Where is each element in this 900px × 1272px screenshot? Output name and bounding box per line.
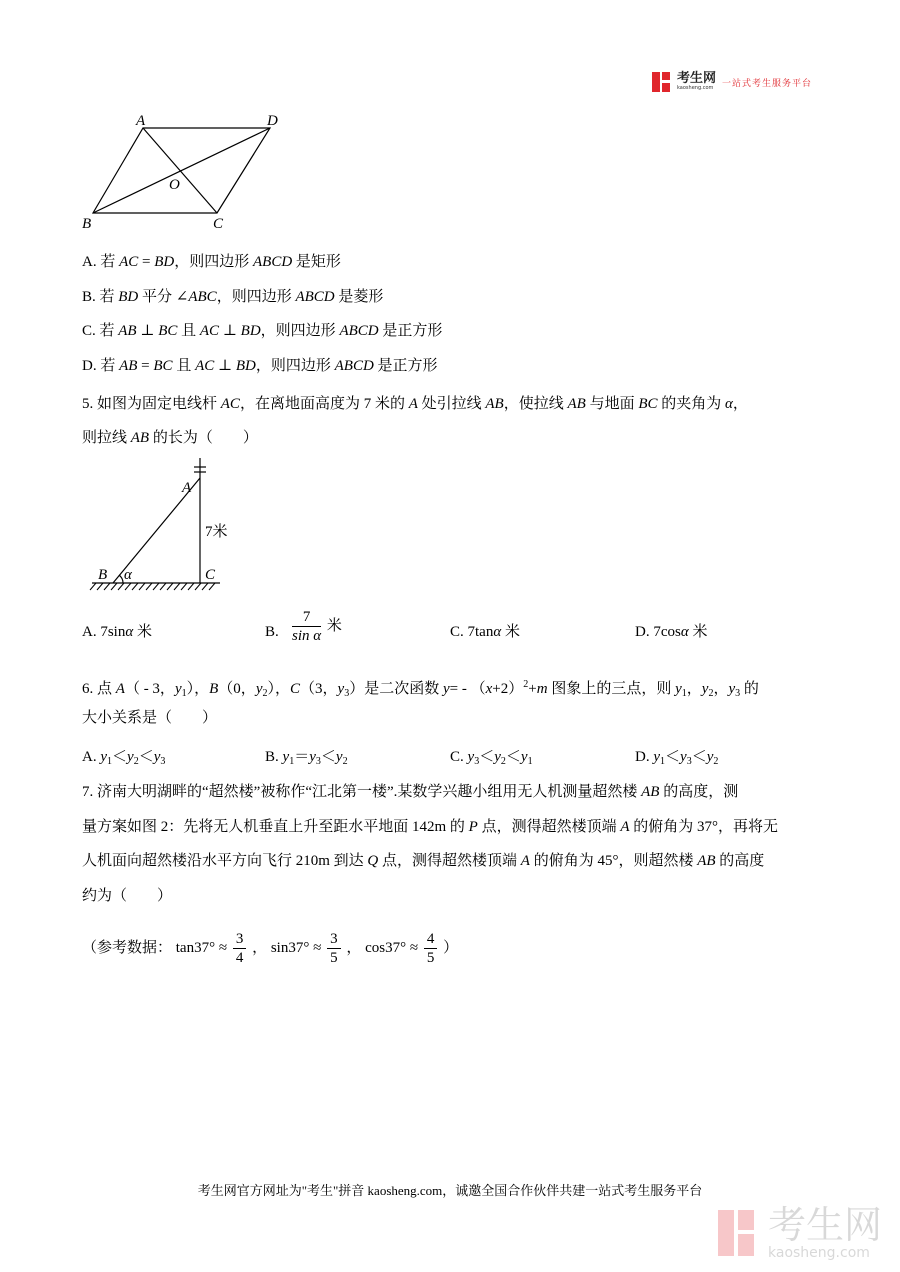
text-segment: 点，测得超然楼顶端 <box>477 819 621 835</box>
label-a: A <box>136 113 146 129</box>
ground-hatch <box>118 583 124 590</box>
text-segment: 人机面向超然楼沿水平方向飞行 210m 到达 <box>82 853 368 869</box>
text-segment: y <box>706 749 714 765</box>
text-segment: 米 <box>688 624 708 640</box>
text-segment: AB <box>697 853 716 869</box>
ref-sin-num: 3 <box>327 930 341 949</box>
ground-hatch <box>139 583 145 590</box>
text-segment: D. 7cos <box>635 624 681 640</box>
text-segment: BD <box>240 323 261 339</box>
option-b <box>265 747 348 772</box>
text-segment: ⊥ <box>219 323 241 339</box>
text-segment: 2 <box>262 688 268 699</box>
text-segment: 3 <box>735 688 741 699</box>
text-segment: AB <box>130 430 150 446</box>
text-segment: y <box>680 749 687 765</box>
question-7-line <box>82 817 778 837</box>
text-segment: 量方案如图 2：先将无人机垂直上升至距水平地面 142m 的 <box>82 819 469 835</box>
ground-hatch <box>181 583 187 590</box>
label-c: C <box>213 216 224 232</box>
text-segment: 2 <box>342 756 348 767</box>
ground-hatch <box>167 583 173 590</box>
text-segment: 的俯角为 37°，再将无 <box>629 819 779 835</box>
header-slogan: 一站式考生服务平台 <box>722 78 813 89</box>
text-segment: y <box>442 681 450 697</box>
label-d: D <box>267 113 278 129</box>
text-segment: 平分 ∠ <box>138 289 189 305</box>
text-segment: ＜ <box>505 749 521 765</box>
text-segment: 2 <box>133 756 139 767</box>
text-segment: 是正方形 <box>373 358 438 374</box>
option-b-unit: 米 <box>326 617 342 634</box>
text-segment: y <box>127 749 134 765</box>
text-segment: y <box>675 681 682 697</box>
ref-tan-den: 4 <box>235 950 244 967</box>
text-segment: C <box>290 681 301 697</box>
text-segment: 3 <box>474 756 480 767</box>
watermark <box>718 1205 882 1261</box>
ref-sin: ， sin37° ≈ <box>252 940 322 956</box>
text-segment: （3， <box>300 681 338 697</box>
text-segment: AB <box>119 358 138 374</box>
text-segment: 1 <box>660 756 666 767</box>
text-segment: ABCD <box>339 323 379 339</box>
text-segment: BD <box>235 358 256 374</box>
text-segment: ABCD <box>334 358 374 374</box>
text-segment: 米 <box>133 624 152 640</box>
text-segment: ，则四边形 <box>174 254 253 270</box>
text-segment: C. 若 <box>82 323 119 339</box>
ground-hatch <box>104 583 110 590</box>
ground-hatch <box>125 583 131 590</box>
text-segment: AB <box>118 323 137 339</box>
text-segment: 的俯角为 45°，则超然楼 <box>529 853 698 869</box>
text-segment: 2 <box>500 756 506 767</box>
ref-prefix: （参考数据： <box>82 940 173 956</box>
text-segment: D. 若 <box>82 358 120 374</box>
text-segment: 3 <box>686 756 692 767</box>
text-segment: ＜ <box>691 749 707 765</box>
text-segment: 3 <box>315 756 321 767</box>
text-segment: α <box>125 624 134 640</box>
ground-hatch <box>209 583 215 590</box>
kaosheng-logo-icon <box>652 72 674 92</box>
text-segment: 3 <box>160 756 166 767</box>
option-d <box>635 747 718 772</box>
text-segment: y <box>337 681 345 697</box>
ground-hatch <box>153 583 159 590</box>
text-segment: 2 <box>713 756 719 767</box>
text-segment: （ - 3， <box>124 681 175 697</box>
option-b-fraction <box>290 608 342 645</box>
text-segment: AB <box>485 396 504 412</box>
text-segment: A <box>408 396 418 412</box>
text-segment: 2 <box>708 688 714 699</box>
text-segment: 1 <box>181 688 187 699</box>
text-segment: B. <box>265 749 283 765</box>
text-segment: 大小关系是（ ） <box>82 710 218 726</box>
text-segment: 且 <box>172 358 196 374</box>
text-segment: 1 <box>681 688 687 699</box>
text-segment: 3 <box>344 688 350 699</box>
text-segment: 图象上的三点，则 <box>547 681 676 697</box>
text-segment: BC <box>153 358 173 374</box>
text-segment: C. <box>450 749 468 765</box>
header-logo <box>652 72 812 92</box>
text-segment: 的长为（ ） <box>149 430 258 446</box>
text-segment: 约为（ ） <box>82 888 173 904</box>
label-b: B <box>98 567 108 583</box>
option-c <box>450 747 533 772</box>
text-segment: x <box>485 681 493 697</box>
question-7-line <box>82 886 172 906</box>
text-segment: 的高度，测 <box>659 784 739 800</box>
text-segment: AB <box>567 396 586 412</box>
label-height: 7米 <box>205 524 228 540</box>
text-segment: B. <box>265 624 279 640</box>
text-segment: α <box>725 396 733 412</box>
text-segment: ）， <box>186 681 210 697</box>
question-7-line <box>82 851 764 871</box>
text-segment: A <box>520 853 530 869</box>
watermark-name: 考生网 <box>768 1203 883 1247</box>
text-segment: 1 <box>107 756 113 767</box>
text-segment: 与地面 <box>585 396 639 412</box>
text-segment: ，在离地面高度为 7 米的 <box>239 396 409 412</box>
ground-hatch <box>97 583 103 590</box>
text-segment: A <box>115 681 125 697</box>
text-segment: 则拉线 <box>82 430 131 446</box>
text-segment: 且 <box>177 323 200 339</box>
text-segment: ，则四边形 <box>255 358 335 374</box>
ground-hatch <box>188 583 194 590</box>
text-segment: y <box>728 681 736 697</box>
text-segment: 点，测得超然楼顶端 <box>378 853 521 869</box>
text-segment: 是矩形 <box>292 254 341 270</box>
watermark-domain: kaosheng.com <box>768 1245 870 1261</box>
text-segment: ⊥ <box>136 323 159 339</box>
text-segment: = <box>138 254 155 270</box>
ref-suffix: ） <box>443 940 459 956</box>
text-segment: 1 <box>289 756 295 767</box>
text-segment: 是菱形 <box>334 289 384 305</box>
text-segment: 7. 济南大明湖畔的“超然楼”被称作“江北第一楼”.某数学兴趣小组用无人机测量超然楼 <box>82 784 642 800</box>
text-segment: BC <box>158 323 178 339</box>
ground-hatch <box>202 583 208 590</box>
ref-cos-num: 4 <box>424 930 438 949</box>
text-segment: ＜ <box>112 749 128 765</box>
text-segment: AC <box>220 396 240 412</box>
footer-text: 考生网官方网址为"考生"拼音 kaosheng.com，诚邀全国合作伙伴共建一站式考生服务平台 <box>197 1183 703 1198</box>
text-segment: +2） <box>492 681 524 697</box>
ground-hatch <box>90 583 96 590</box>
text-segment: 处引拉线 <box>417 396 486 412</box>
text-segment: ，使拉线 <box>503 396 568 412</box>
question-7-line <box>82 782 738 802</box>
ref-cos: ， cos37° ≈ <box>346 940 419 956</box>
text-segment: Q <box>367 853 379 869</box>
text-segment: ＝ <box>294 749 310 765</box>
text-segment: ）， <box>267 681 290 697</box>
text-segment: 的高度 <box>715 853 765 869</box>
option-a <box>82 747 165 772</box>
text-segment: y <box>309 749 316 765</box>
ground-hatch <box>160 583 166 590</box>
label-c: C <box>205 567 216 583</box>
text-segment: ABC <box>188 289 217 305</box>
text-segment: ＜ <box>138 749 154 765</box>
text-segment: 5. 如图为固定电线杆 <box>82 396 221 412</box>
text-segment: 米 <box>501 624 520 640</box>
text-segment: 的 <box>740 681 759 697</box>
text-segment: y <box>701 681 709 697</box>
text-segment: y <box>100 749 108 765</box>
text-segment: ＜ <box>479 749 495 765</box>
text-segment: B. 若 <box>82 289 119 305</box>
ref-tan: tan37° ≈ <box>175 940 228 956</box>
text-segment: D. <box>635 749 654 765</box>
ground-hatch <box>146 583 152 590</box>
text-segment: y <box>335 749 343 765</box>
label-b: B <box>82 216 92 232</box>
text-segment: y <box>174 681 182 697</box>
text-segment: BD <box>154 254 175 270</box>
text-segment: y <box>520 749 528 765</box>
ref-tan-num: 3 <box>233 930 247 949</box>
text-segment: y <box>282 749 290 765</box>
text-segment: = - （ <box>449 681 486 697</box>
reference-data <box>82 928 458 968</box>
label-o: O <box>169 177 180 193</box>
text-segment: A. <box>82 749 101 765</box>
text-segment: m <box>536 681 548 697</box>
text-segment: ⊥ <box>214 358 236 374</box>
text-segment: AC <box>119 254 139 270</box>
ground-hatch <box>174 583 180 590</box>
ref-sin-den: 5 <box>330 950 338 967</box>
text-segment: ， <box>732 396 748 412</box>
text-segment: y <box>494 749 501 765</box>
fraction-numerator: 7 <box>292 608 321 627</box>
text-segment: y <box>467 749 475 765</box>
text-segment: AB <box>641 784 660 800</box>
text-segment: AC <box>195 358 215 374</box>
text-segment: B <box>209 681 219 697</box>
text-segment: （0， <box>218 681 256 697</box>
logo-domain: kaosheng.com <box>677 85 714 91</box>
logo-name: 考生网 <box>677 71 717 86</box>
text-segment: y <box>653 749 661 765</box>
ground-hatch <box>111 583 117 590</box>
text-segment: 6. 点 <box>82 681 116 697</box>
text-segment: ＜ <box>665 749 681 765</box>
text-segment: y <box>153 749 161 765</box>
text-segment: y <box>255 681 263 697</box>
text-segment: ABCD <box>253 254 293 270</box>
text-segment: 2 <box>523 679 529 690</box>
ground-hatch <box>195 583 201 590</box>
text-segment: A <box>620 819 630 835</box>
watermark-logo-icon <box>718 1210 762 1256</box>
text-segment: ）是二次函数 <box>349 681 443 697</box>
text-segment: P <box>468 819 478 835</box>
text-segment: α <box>493 624 502 640</box>
option-d <box>635 622 707 642</box>
text-segment: A. 若 <box>82 254 120 270</box>
text-segment: 的夹角为 <box>657 396 726 412</box>
text-segment: ， <box>686 681 702 697</box>
text-segment: ， <box>713 681 729 697</box>
text-segment: ＜ <box>320 749 336 765</box>
text-segment: A. 7sin <box>82 624 126 640</box>
option-a <box>82 622 152 642</box>
question-6-line <box>82 708 217 728</box>
pole-figure <box>0 0 260 600</box>
text-segment: BC <box>638 396 658 412</box>
ref-cos-den: 5 <box>426 950 435 967</box>
label-alpha: α <box>124 567 132 583</box>
ground-hatch <box>132 583 138 590</box>
text-segment: + <box>528 681 537 697</box>
text-segment: ，则四边形 <box>260 323 340 339</box>
fraction-denominator: sin α <box>292 628 322 644</box>
label-a: A <box>182 480 192 496</box>
question-6-line <box>82 675 759 704</box>
option-c <box>450 622 520 642</box>
text-segment: = <box>137 358 154 374</box>
text-segment: α <box>680 624 689 640</box>
text-segment: 是正方形 <box>378 323 443 339</box>
text-segment: ABCD <box>295 289 335 305</box>
text-segment: BD <box>118 289 139 305</box>
text-segment: 1 <box>527 756 533 767</box>
option-b <box>265 622 279 642</box>
text-segment: C. 7tan <box>450 624 494 640</box>
text-segment: ，则四边形 <box>216 289 296 305</box>
text-segment: AC <box>199 323 220 339</box>
